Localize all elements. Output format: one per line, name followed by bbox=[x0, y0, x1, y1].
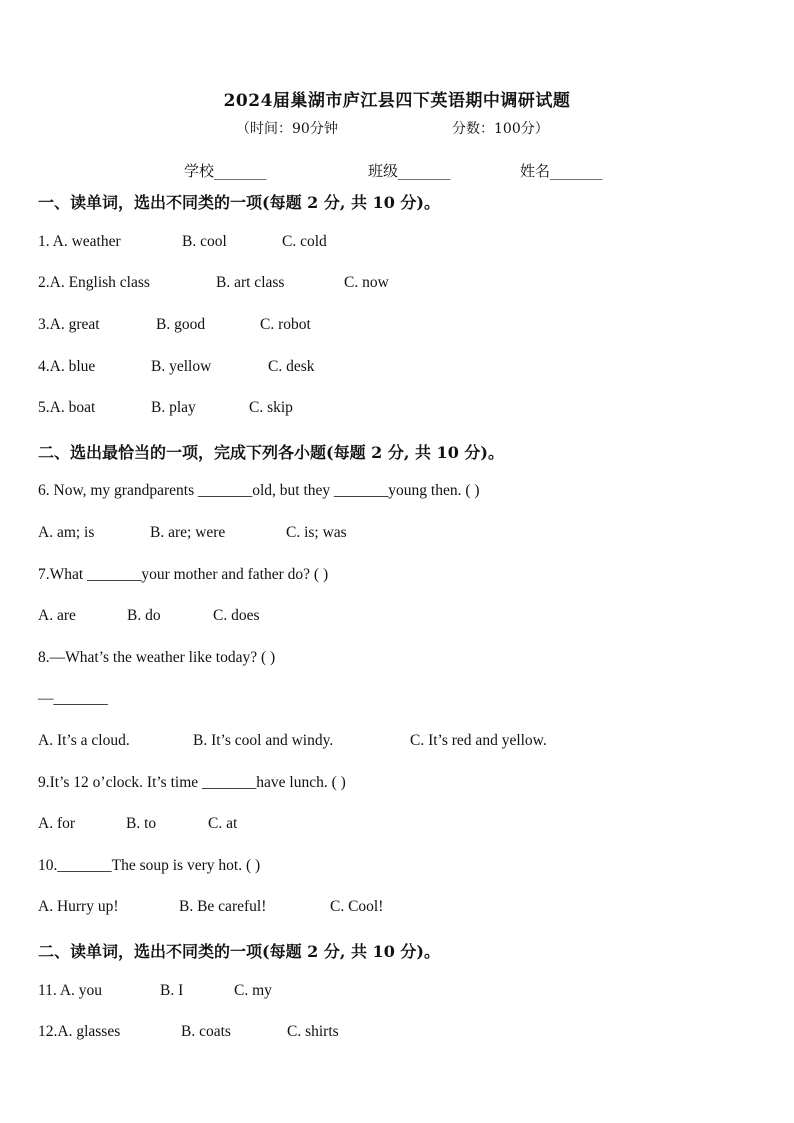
question-11 bbox=[38, 982, 272, 1000]
option-b: B. good bbox=[156, 316, 206, 333]
question-9-options bbox=[38, 815, 237, 833]
question-10-stem: 10._______The soup is very hot. ( ) bbox=[38, 857, 261, 874]
option-a: 12.A. glasses bbox=[38, 1023, 121, 1040]
option-a: A. Hurry up! bbox=[38, 898, 119, 915]
question-1 bbox=[38, 233, 327, 251]
option-b: B. It’s cool and windy. bbox=[193, 732, 334, 749]
option-b: B. coats bbox=[181, 1023, 231, 1040]
option-c: C. It’s red and yellow. bbox=[410, 732, 547, 749]
class-field: 班级_______ bbox=[368, 162, 451, 180]
option-a: 4.A. blue bbox=[38, 358, 96, 375]
option-b: B. Be careful! bbox=[179, 898, 267, 915]
option-c: C. my bbox=[234, 982, 272, 999]
option-a: 2.A. English class bbox=[38, 274, 150, 291]
question-7-stem: 7.What _______your mother and father do? ( ) bbox=[38, 566, 329, 583]
question-2 bbox=[38, 274, 389, 292]
question-3 bbox=[38, 316, 311, 334]
option-c: C. desk bbox=[268, 358, 315, 375]
option-c: C. shirts bbox=[287, 1023, 339, 1040]
option-b: B. yellow bbox=[151, 358, 212, 375]
question-8-options bbox=[38, 732, 547, 750]
option-c: C. robot bbox=[260, 316, 311, 333]
option-a: 11. A. you bbox=[38, 982, 103, 999]
option-a: 3.A. great bbox=[38, 316, 100, 333]
option-a: 5.A. boat bbox=[38, 399, 96, 416]
option-b: B. to bbox=[126, 815, 157, 832]
question-12 bbox=[38, 1023, 339, 1041]
question-6-options bbox=[38, 524, 347, 542]
section-heading-3: 二、读单词，选出不同类的一项(每题 2 分, 共 10 分)。 bbox=[38, 942, 440, 961]
exam-time: （时间：90分钟 bbox=[236, 121, 338, 137]
option-a: A. are bbox=[38, 607, 76, 624]
question-7-options bbox=[38, 607, 260, 625]
school-field: 学校_______ bbox=[184, 162, 267, 180]
option-b: B. are; were bbox=[150, 524, 226, 541]
option-a: A. It’s a cloud. bbox=[38, 732, 130, 749]
exam-score: 分数：100分） bbox=[452, 121, 549, 137]
option-a: A. for bbox=[38, 815, 76, 832]
option-c: C. does bbox=[213, 607, 260, 624]
option-a: A. am; is bbox=[38, 524, 95, 541]
question-4 bbox=[38, 358, 315, 376]
option-c: C. cold bbox=[282, 233, 327, 250]
option-b: B. cool bbox=[182, 233, 227, 250]
option-c: C. is; was bbox=[286, 524, 347, 541]
option-c: C. Cool! bbox=[330, 898, 384, 915]
question-6-stem: 6. Now, my grandparents _______old, but they _______young then. ( ) bbox=[38, 482, 480, 499]
section-heading-1: 一、读单词，选出不同类的一项(每题 2 分, 共 10 分)。 bbox=[38, 193, 440, 212]
question-8-stem: 8.—What’s the weather like today? ( ) bbox=[38, 649, 276, 666]
question-8-answer-line: —_______ bbox=[38, 690, 108, 707]
option-c: C. skip bbox=[249, 399, 293, 416]
question-9-stem: 9.It’s 12 o’clock. It’s time _______have lunch. ( ) bbox=[38, 774, 346, 791]
section-heading-2: 二、选出最恰当的一项，完成下列各小题(每题 2 分, 共 10 分)。 bbox=[38, 443, 504, 462]
question-10-options bbox=[38, 898, 383, 916]
option-b: B. I bbox=[160, 982, 184, 999]
name-field: 姓名_______ bbox=[520, 162, 603, 180]
option-b: B. play bbox=[151, 399, 196, 416]
question-5 bbox=[38, 399, 293, 417]
page-title: 2024届巢湖市庐江县四下英语期中调研试题 bbox=[223, 91, 571, 111]
option-b: B. art class bbox=[216, 274, 285, 291]
option-c: C. now bbox=[344, 274, 389, 291]
option-b: B. do bbox=[127, 607, 161, 624]
option-a: 1. A. weather bbox=[38, 233, 121, 250]
option-c: C. at bbox=[208, 815, 238, 832]
